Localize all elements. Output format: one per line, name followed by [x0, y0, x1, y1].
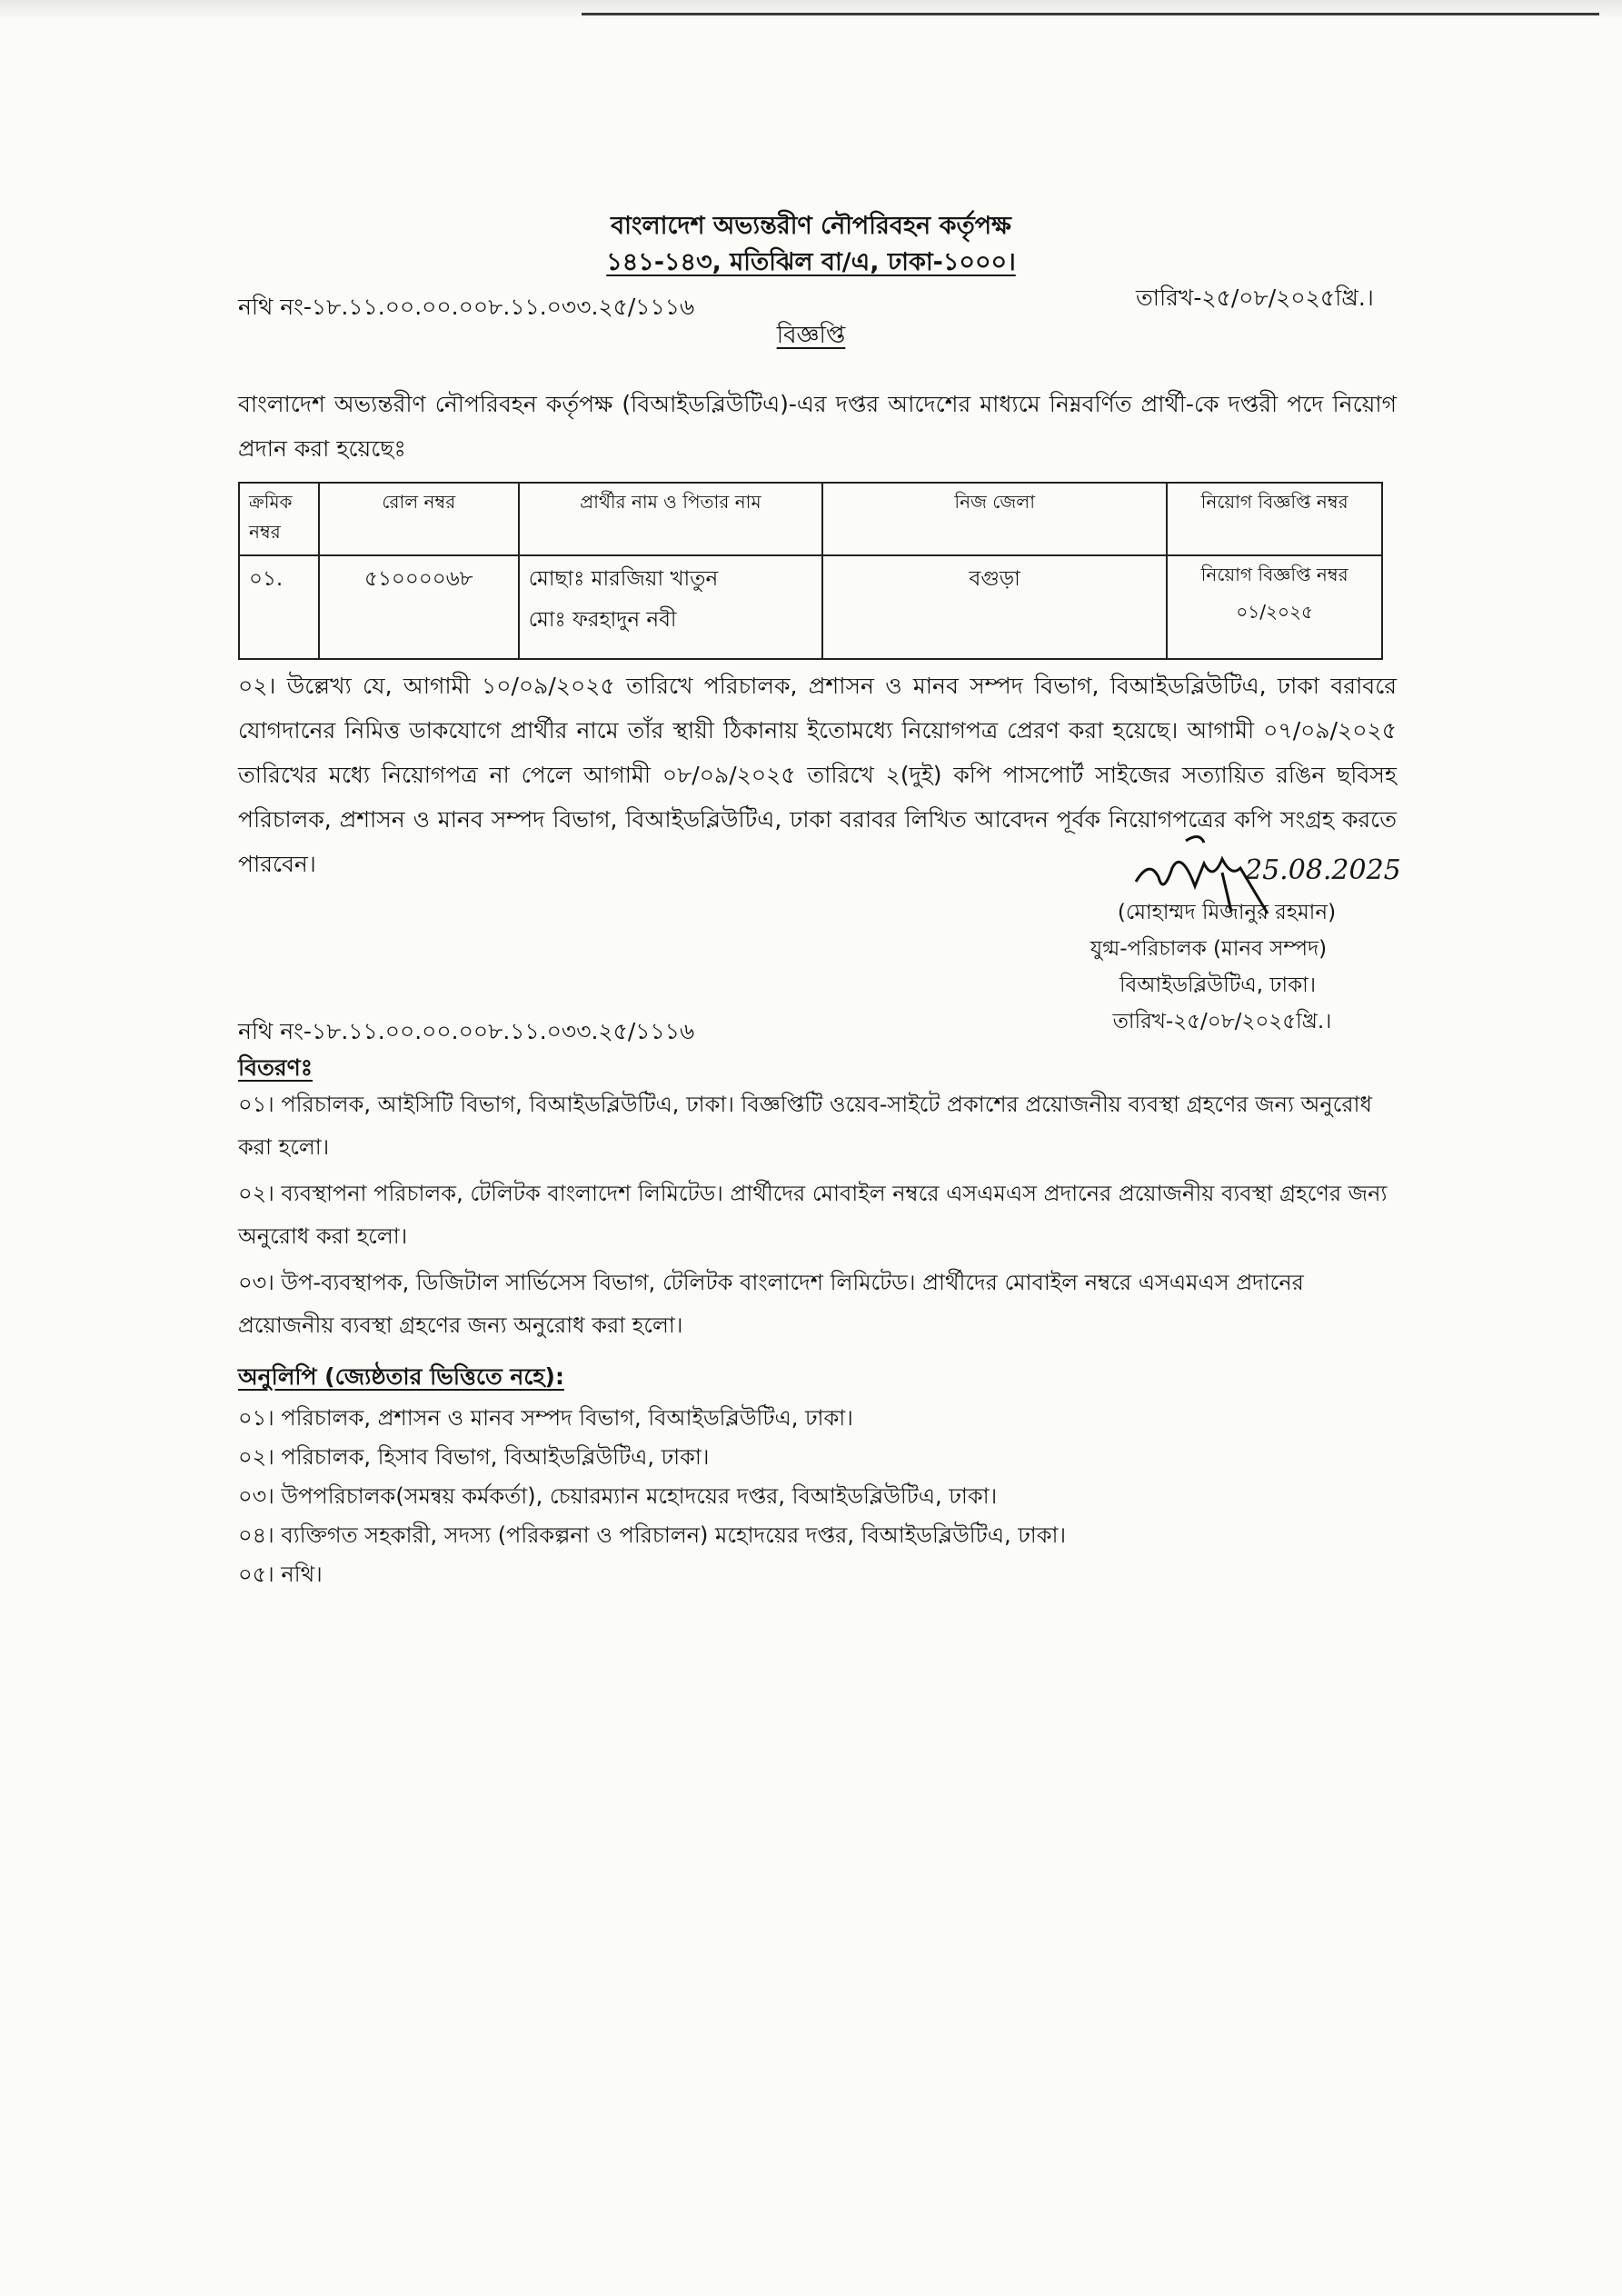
distribution-title: বিতরণঃ [238, 1054, 313, 1081]
copies-item: ০৩। উপপরিচালক(সমন্বয় কর্মকর্তা), চেয়ারম্যান মহোদয়ের দপ্তর, বিআইডব্লিউটিএ, ঢাকা। [238, 1483, 998, 1509]
signature-date: 25.08.2025 [1245, 854, 1401, 886]
table-row [239, 555, 1382, 659]
distribution-item: ০৩। উপ-ব্যবস্থাপক, ডিজিটাল সার্ভিসেস বিভাগ, টেলিটক বাংলাদেশ লিমিটেড। প্রার্থীদের মোবাইল নম্বরে এসএমএস প্রদানের প্রয়োজনীয় ব্যবস্থা গ্রহণের জন্য অনুরোধ করা হলো। [238, 1270, 1304, 1338]
scan-border-line [582, 13, 1599, 15]
father-name: মোঃ ফরহাদুন নবী [528, 608, 677, 632]
col-header-circular: নিয়োগ বিজ্ঞপ্তি নম্বর [1167, 483, 1382, 555]
copies-item: ০৫। নথি। [238, 1562, 323, 1587]
col-header-district: নিজ জেলা [822, 483, 1167, 555]
cell-district: বগুড়া [822, 555, 1167, 659]
candidate-name: মোছাঃ মারজিয়া খাতুন [528, 567, 719, 591]
intro-paragraph: বাংলাদেশ অভ্যন্তরীণ নৌপরিবহন কর্তৃপক্ষ (বিআইডব্লিউটিএ)-এর দপ্তর আদেশের মাধ্যমে নিম্নবর্ণিত প্রার্থী-কে দপ্তরী পদে নিয়োগ প্রদান করা হয়েছেঃ [238, 391, 1397, 462]
scan-top-edge [0, 0, 1622, 20]
cell-serial: ০১. [239, 555, 319, 659]
notice-title: বিজ্ঞপ্তি [776, 322, 846, 349]
signatory-date: তারিখ-২৫/০৮/২০২৫খ্রি.। [1112, 1010, 1332, 1033]
circular-label: নিয়োগ বিজ্ঞপ্তি নম্বর [1200, 564, 1348, 585]
copies-item: ০৪। ব্যক্তিগত সহকারী, সদস্য (পরিকল্পনা ও পরিচালন) মহোদয়ের দপ্তর, বিআইডব্লিউটিএ, ঢাকা। [238, 1522, 1067, 1548]
cell-name [519, 555, 822, 659]
circular-number: ০১/২০২৫ [1236, 601, 1313, 623]
col-header-roll: রোল নম্বর [319, 483, 519, 555]
copies-item: ০২। পরিচালক, হিসাব বিভাগ, বিআইডব্লিউটিএ, ঢাকা। [238, 1444, 710, 1470]
col-header-serial: ক্রমিক নম্বর [239, 483, 319, 555]
col-header-name: প্রার্থীর নাম ও পিতার নাম [519, 483, 822, 555]
signatory-office: বিআইডব্লিউটিএ, ঢাকা। [1119, 973, 1317, 997]
org-name: বাংলাদেশ অভ্যন্তরীণ নৌপরিবহন কর্তৃপক্ষ [611, 212, 1011, 240]
org-address: ১৪১-১৪৩, মতিঝিল বা/এ, ঢাকা-১০০০। [606, 248, 1016, 276]
cell-roll: ৫১০০০০৬৮ [319, 555, 519, 659]
signatory-designation: যুগ্ম-পরিচালক (মানব সম্পদ) [1090, 937, 1328, 961]
signatory-name: (মোহাম্মদ মিজানুর রহমান) [1117, 901, 1337, 924]
distribution-item: ০২। ব্যবস্থাপনা পরিচালক, টেলিটক বাংলাদেশ লিমিটেড। প্রার্থীদের মোবাইল নম্বরে এসএমএস প্রদানের প্রয়োজনীয় ব্যবস্থা গ্রহণের জন্য অনুরোধ করা হলো। [238, 1181, 1388, 1249]
distribution-item: ০১। পরিচালক, আইসিটি বিভাগ, বিআইডব্লিউটিএ, ঢাকা। বিজ্ঞপ্তিটি ওয়েব-সাইটে প্রকাশের প্রয়োজনীয় ব্যবস্থা গ্রহণের জন্য অনুরোধ করা হলো। [238, 1092, 1372, 1160]
issue-date: তারিখ-২৫/০৮/২০২৫খ্রি.। [1136, 285, 1374, 311]
paragraph-two: ০২। উল্লেখ্য যে, আগামী ১০/০৯/২০২৫ তারিখে পরিচালক, প্রশাসন ও মানব সম্পদ বিভাগ, বিআইডব্লিউটিএ, ঢাকা বরাবরে যোগদানের নিমিত্ত ডাকযোগে প্রার্থীর নামে তাঁর স্থায়ী ঠিকানায় ইতোমধ্যে নিয়োগপত্র প্রেরণ করা হয়েছে। আগামী ০৭/০৯/২০২৫ তারিখের মধ্যে নিয়োগপত্র না পেলে আগামী ০৮/০৯/২০২৫ তারিখে ২(দুই) কপি পাসপোর্ট সাইজের সত্যায়িত রঙিন ছবিসহ পরিচালক, প্রশাসন ও মানব সম্পদ বিভাগ, বিআইডব্লিউটিএ, ঢাকা বরাবর লিখিত আবেদন পূর্বক নিয়োগপত্রের কপি সংগ্রহ করতে পারবেন। [238, 673, 1397, 877]
file-number-two: নথি নং-১৮.১১.০০.০০.০০৮.১১.০৩৩.২৫/১১১৬ [238, 1018, 695, 1044]
cell-circular [1167, 555, 1382, 659]
file-number: নথি নং-১৮.১১.০০.০০.০০৮.১১.০৩৩.২৫/১১১৬ [238, 294, 695, 320]
appointment-table [238, 482, 1383, 660]
copies-item: ০১। পরিচালক, প্রশাসন ও মানব সম্পদ বিভাগ, বিআইডব্লিউটিএ, ঢাকা। [238, 1405, 853, 1431]
table-header-row [239, 483, 1382, 555]
copies-title: অনুলিপি (জ্যেষ্ঠতার ভিত্তিতে নহে): [238, 1363, 564, 1390]
